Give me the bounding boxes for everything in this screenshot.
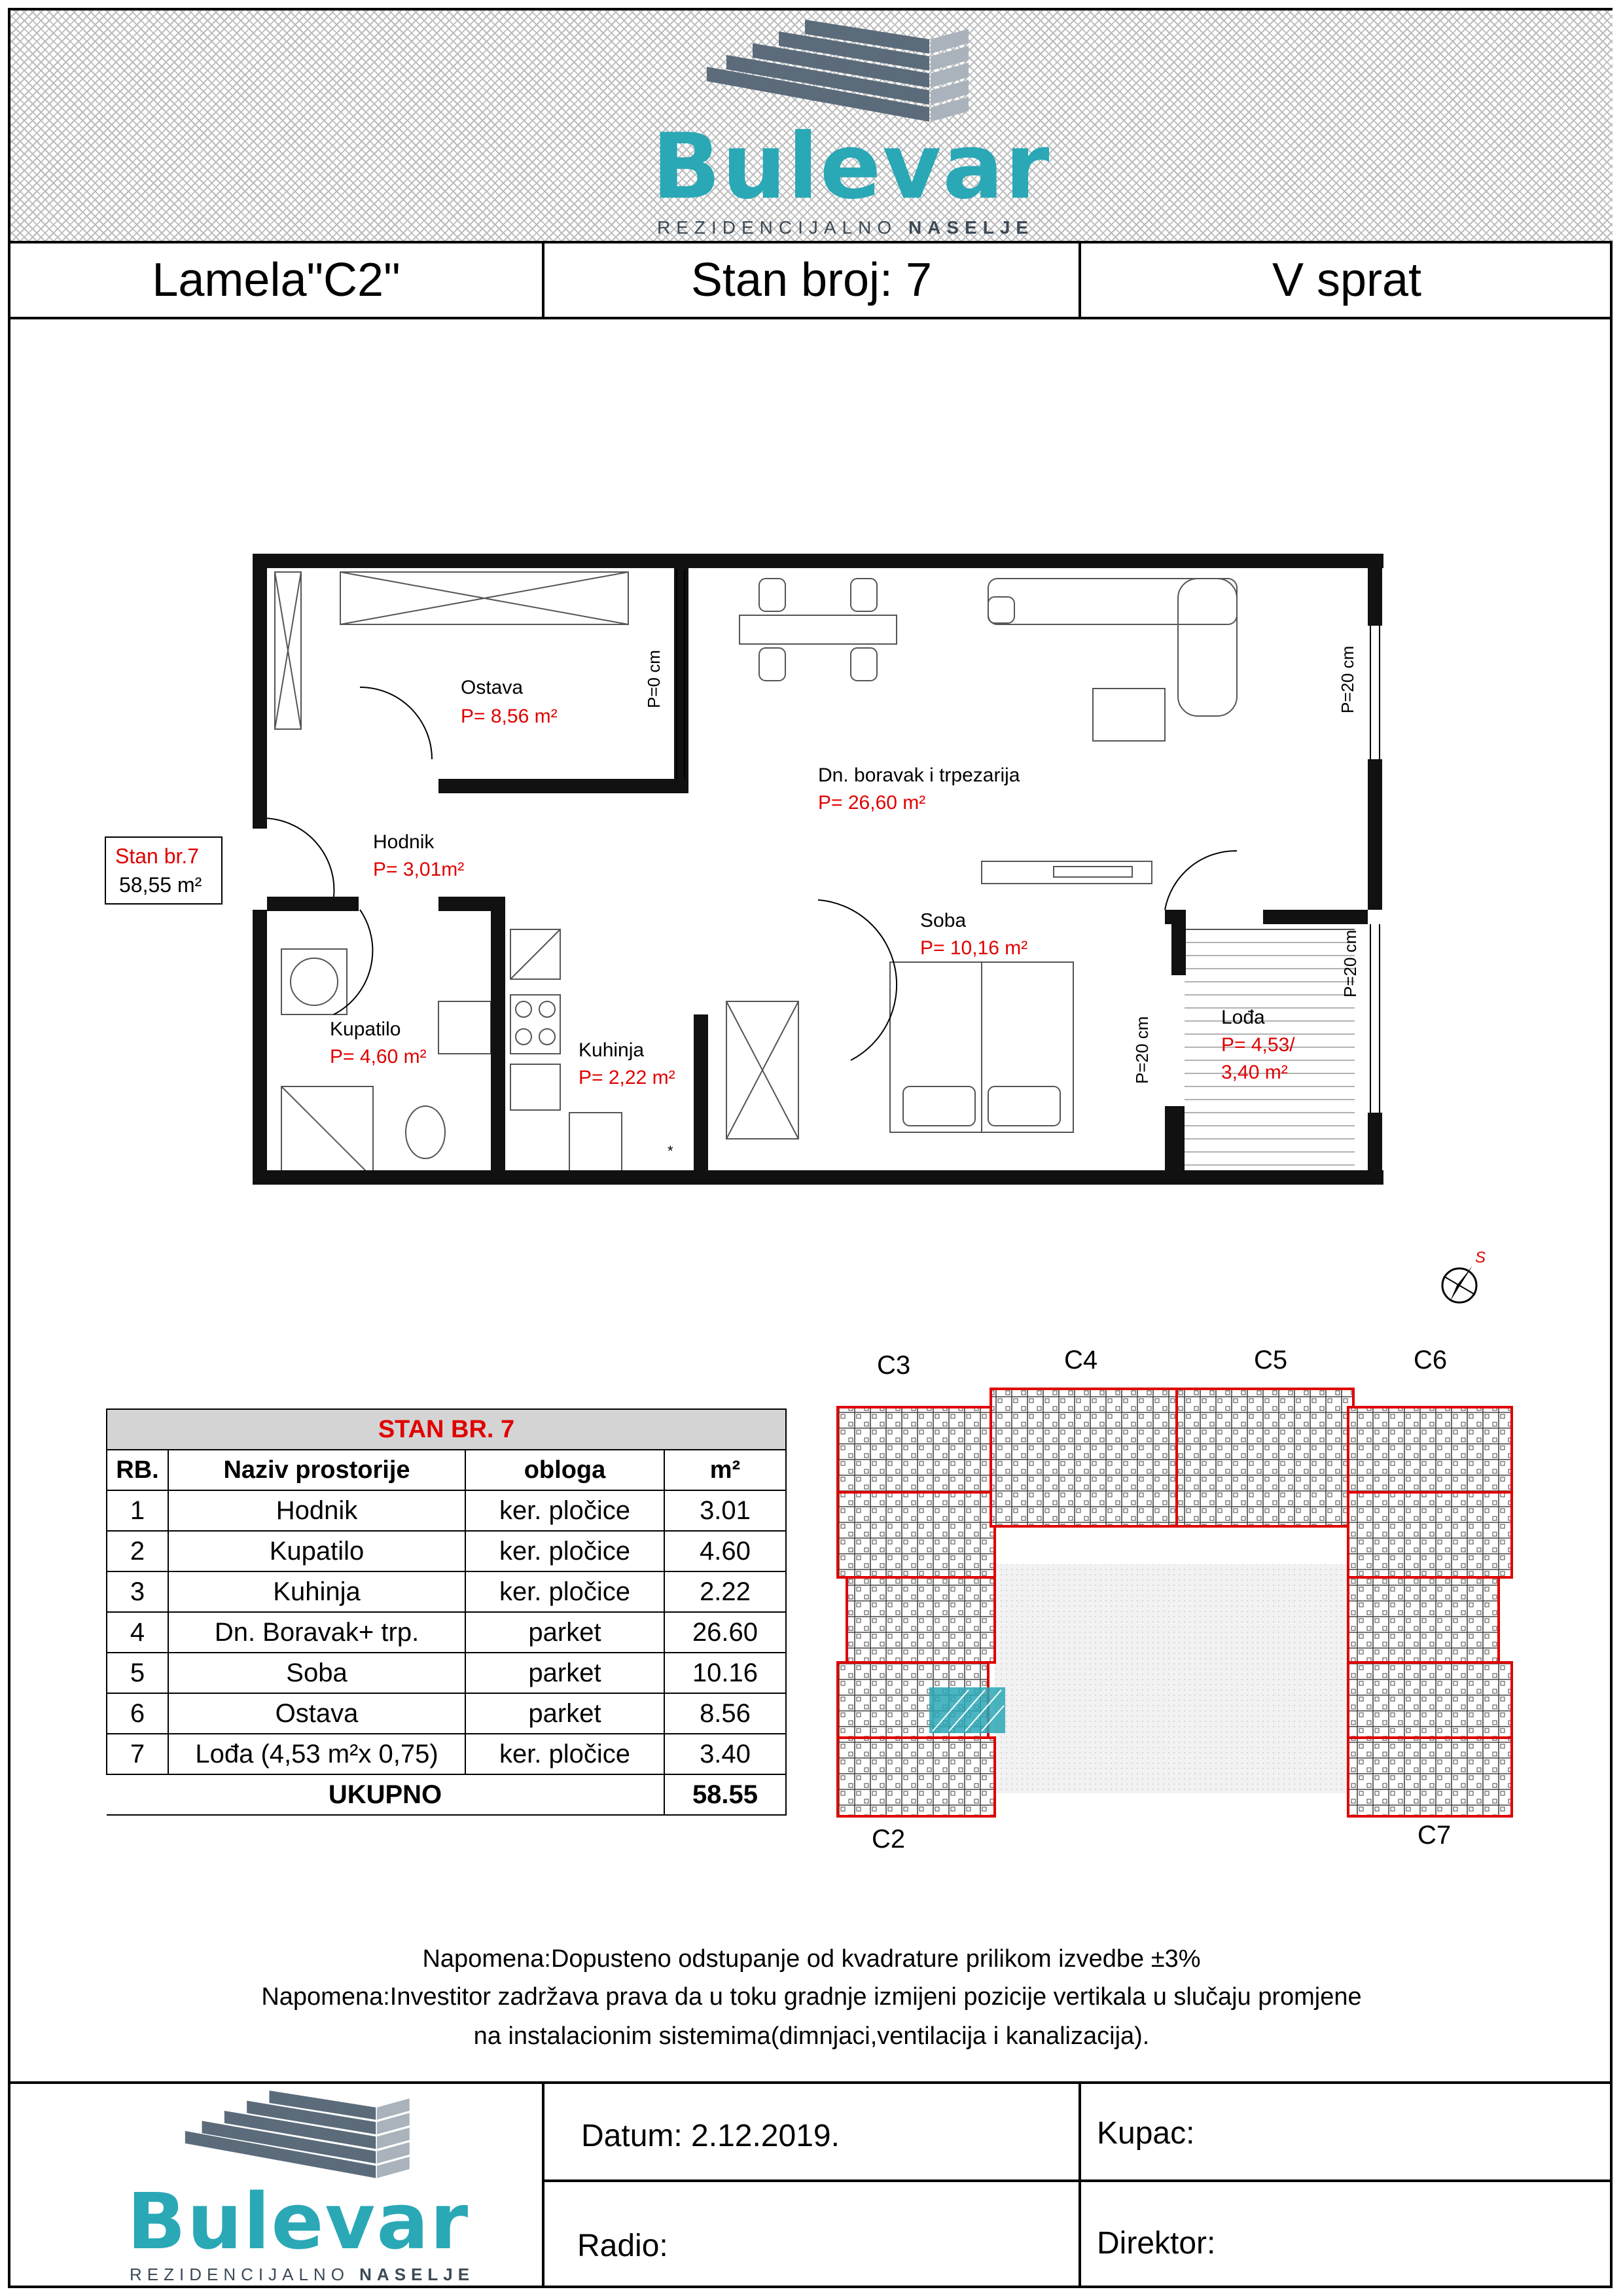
table-cell: parket xyxy=(465,1693,664,1734)
table-cell: Soba xyxy=(168,1653,465,1693)
table-cell: Lođa (4,53 m²x 0,75) xyxy=(168,1734,465,1774)
room-kuhinja-area: P= 2,22 m² xyxy=(579,1067,675,1088)
block-label-c5: C5 xyxy=(1254,1346,1288,1374)
table-cell: Kuhinja xyxy=(168,1571,465,1612)
site-plan-drawing xyxy=(831,1342,1525,1865)
table-cell: 4.60 xyxy=(664,1531,786,1571)
brand-tagline xyxy=(657,217,1034,238)
room-loda-area-reduced: 3,40 m² xyxy=(1221,1062,1288,1083)
col-obloga: obloga xyxy=(465,1450,664,1490)
table-row xyxy=(107,1490,786,1531)
spec-table-header xyxy=(107,1450,786,1490)
footer-mid-rule xyxy=(542,2179,1613,2182)
col-naziv: Naziv prostorije xyxy=(168,1450,465,1490)
footer-direktor: Direktor: xyxy=(1097,2226,1216,2261)
footer-top-rule xyxy=(10,2081,1613,2084)
table-cell: Dn. Boravak+ trp. xyxy=(168,1612,465,1653)
block-label-c3: C3 xyxy=(877,1351,911,1380)
unit-label: Stan br.7 xyxy=(115,844,200,868)
floor-label: V sprat xyxy=(1272,254,1422,306)
table-cell: 2.22 xyxy=(664,1571,786,1612)
brand-tagline-bold: NASELJE xyxy=(908,217,1035,238)
room-soba-name: Soba xyxy=(920,910,967,931)
block-label-c2: C2 xyxy=(872,1825,906,1854)
col-m2: m² xyxy=(664,1450,786,1490)
table-cell: 2 xyxy=(107,1531,168,1571)
room-soba-area: P= 10,16 m² xyxy=(920,937,1028,959)
table-total-row xyxy=(107,1774,786,1815)
compass-label: S xyxy=(1475,1249,1486,1266)
table-cell: 7 xyxy=(107,1734,168,1774)
block-label-c7: C7 xyxy=(1418,1821,1452,1850)
block-label-c4: C4 xyxy=(1064,1346,1098,1374)
lamela-label: Lamela"C2" xyxy=(152,254,401,306)
table-cell: 1 xyxy=(107,1490,168,1531)
footer-kupac: Kupac: xyxy=(1097,2116,1195,2151)
stan-number: Stan broj: 7 xyxy=(690,254,933,306)
total-label: UKUPNO xyxy=(107,1774,664,1815)
room-loda-name: Lođa xyxy=(1221,1007,1265,1028)
header-bottom-rule xyxy=(10,317,1613,319)
table-cell: 4 xyxy=(107,1612,168,1653)
dim-loda-right: P=20 cm xyxy=(1340,929,1360,997)
table-cell: Ostava xyxy=(168,1693,465,1734)
footer-datum: Datum: 2.12.2019. xyxy=(581,2119,840,2153)
footer-radio: Radio: xyxy=(577,2229,668,2263)
col-rb: RB. xyxy=(107,1450,168,1490)
compass xyxy=(1437,1249,1489,1305)
footer-brand-tagline xyxy=(130,2265,474,2285)
table-row xyxy=(107,1531,786,1571)
spec-table-title: STAN BR. 7 xyxy=(107,1409,786,1450)
dim-loda-left: P=20 cm xyxy=(1132,1016,1152,1084)
table-cell: parket xyxy=(465,1612,664,1653)
footer-divider-mid xyxy=(1079,2081,1081,2288)
table-row xyxy=(107,1571,786,1612)
table-cell: ker. pločice xyxy=(465,1490,664,1531)
site-plan xyxy=(831,1342,1525,1865)
block-label-c6: C6 xyxy=(1414,1346,1448,1374)
room-loda-area: P= 4,53/ xyxy=(1221,1034,1295,1056)
room-kupatilo-area: P= 4,60 m² xyxy=(330,1046,427,1067)
spec-table xyxy=(106,1408,787,1816)
table-cell: 8.56 xyxy=(664,1693,786,1734)
note-investor-line2: na instalacionim sistemima(dimnjaci,ventilacija i kanalizacija). xyxy=(473,2022,1150,2050)
table-cell: 26.60 xyxy=(664,1612,786,1653)
room-kuhinja-name: Kuhinja xyxy=(579,1039,645,1061)
unit-area: 58,55 m² xyxy=(119,873,202,897)
table-cell: ker. pločice xyxy=(465,1571,664,1612)
table-cell: ker. pločice xyxy=(465,1531,664,1571)
room-kupatilo-name: Kupatilo xyxy=(330,1018,401,1040)
room-hodnik-area: P= 3,01m² xyxy=(373,859,465,880)
footer-tagline-prefix: REZIDENCIJALNO xyxy=(130,2265,349,2284)
plan-star-mark: * xyxy=(668,1143,673,1159)
table-cell: parket xyxy=(465,1653,664,1693)
table-row xyxy=(107,1612,786,1653)
room-ostava-name: Ostava xyxy=(461,677,524,698)
table-row xyxy=(107,1653,786,1693)
dim-boravak: P=20 cm xyxy=(1338,645,1357,713)
table-cell: 3 xyxy=(107,1571,168,1612)
note-tolerance: Napomena:Dopusteno odstupanje od kvadrature prilikom izvedbe ±3% xyxy=(422,1945,1201,1973)
total-value: 58.55 xyxy=(664,1774,786,1815)
footer-logo xyxy=(118,2089,475,2286)
footer-brand-name: Bulevar xyxy=(127,2176,470,2267)
table-cell: Kupatilo xyxy=(168,1531,465,1571)
room-hodnik-name: Hodnik xyxy=(373,831,435,853)
footer-divider-logo xyxy=(542,2081,544,2288)
table-cell: 6 xyxy=(107,1693,168,1734)
table-row xyxy=(107,1693,786,1734)
footer-tagline-bold: NASELJE xyxy=(359,2265,475,2284)
building-logo-icon xyxy=(118,2089,432,2187)
brand-tagline-prefix: REZIDENCIJALNO xyxy=(657,217,898,238)
note-investor-line1: Napomena:Investitor zadržava prava da u toku gradnje izmijeni pozicije vertikala u slučaju promjene xyxy=(261,1983,1362,2011)
dim-ostava: P=0 cm xyxy=(644,650,664,708)
room-ostava-area: P= 8,56 m² xyxy=(461,706,558,727)
table-cell: Hodnik xyxy=(168,1490,465,1531)
brand-name: Bulevar xyxy=(652,114,1051,219)
room-boravak-area: P= 26,60 m² xyxy=(818,792,926,814)
table-cell: 10.16 xyxy=(664,1653,786,1693)
table-row xyxy=(107,1734,786,1774)
table-cell: 5 xyxy=(107,1653,168,1693)
table-cell: 3.01 xyxy=(664,1490,786,1531)
table-cell: 3.40 xyxy=(664,1734,786,1774)
unit-label-box xyxy=(105,836,223,905)
header-logo xyxy=(628,20,1051,238)
room-boravak-name: Dn. boravak i trpezarija xyxy=(818,764,1020,786)
table-cell: ker. pločice xyxy=(465,1734,664,1774)
